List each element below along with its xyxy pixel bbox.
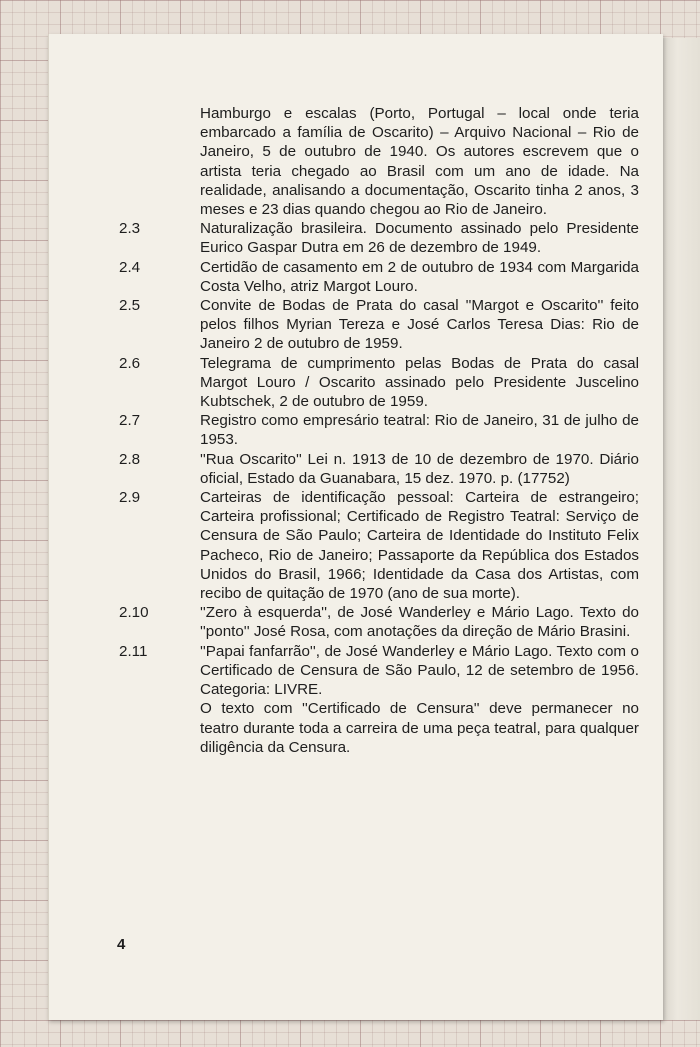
list-item	[119, 219, 639, 257]
entry-number: 2.8	[119, 450, 141, 468]
document-body	[119, 104, 639, 757]
list-item	[119, 296, 639, 354]
intro-paragraph	[119, 104, 639, 219]
entry-number: 2.10	[119, 604, 149, 622]
booklet-spine-edge	[662, 38, 700, 1020]
entry-text: Telegrama de cumprimento pelas Bodas de Prata do casal Margot Louro / Oscarito assinado pelo Presidente Juscelino Kubtschek, 2 de outubro de 1959.	[200, 354, 639, 411]
entry-text: Hamburgo e escalas (Porto, Portugal – local onde teria embarcado a família de Oscarito) – Arquivo Nacional – Rio de Janeiro, 5 de outubro de 1940. Os autores escrevem que o artista teria chegado ao Brasil com um ano de idade. Na realidade, analisando a documentação, Oscarito tinha 2 anos, 3 meses e 23 dias quando chegou ao Rio de Janeiro.	[200, 105, 639, 219]
list-item	[119, 642, 639, 757]
entry-text: ''Papai fanfarrão'', de José Wanderley e Mário Lago. Texto com o Certificado de Censura de São Paulo, 12 de setembro de 1956. Categoria: LIVRE. O texto com ''Certificado de Censura'' deve permanecer no teatro durante toda a carreira de uma peça teatral, para qualquer diligência da Censura.	[200, 642, 639, 756]
entry-number: 2.6	[119, 354, 141, 372]
entry-text: Naturalização brasileira. Documento assinado pelo Presidente Eurico Gaspar Dutra em 26 de dezembro de 1949.	[200, 220, 639, 257]
entry-text: ''Zero à esquerda'', de José Wanderley e Mário Lago. Texto do ''ponto'' José Rosa, com anotações da direção de Mário Brasini.	[200, 604, 639, 641]
entry-text: Registro como empresário teatral: Rio de Janeiro, 31 de julho de 1953.	[200, 412, 639, 449]
entry-number: 2.7	[119, 412, 141, 430]
list-item	[119, 603, 639, 641]
list-item	[119, 411, 639, 449]
entry-number: 2.9	[119, 489, 141, 507]
page-number: 4	[117, 936, 126, 953]
document-page	[48, 34, 663, 1020]
list-item	[119, 258, 639, 296]
entry-text: Carteiras de identificação pessoal: Carteira de estrangeiro; Carteira profissional; Certificado de Registro Teatral: Serviço de Censura de São Paulo; Carteira de Identidade do Instituto Felix Pacheco, Rio de Janeiro; Passaporte da República dos Estados Unidos do Brasil, 1966; Identidade da Casa dos Artistas, com recibo de quitação de 1970 (ano de sua morte).	[200, 489, 639, 603]
entry-text: Certidão de casamento em 2 de outubro de 1934 com Margarida Costa Velho, atriz Margot Louro.	[200, 258, 639, 295]
list-item	[119, 488, 639, 603]
entry-text: Convite de Bodas de Prata do casal ''Margot e Oscarito'' feito pelos filhos Myrian Tereza e José Carlos Teresa Dias: Rio de Janeiro 2 de outubro de 1959.	[200, 297, 639, 353]
entry-number: 2.11	[119, 642, 148, 660]
entry-number: 2.4	[119, 258, 141, 276]
entry-text: ''Rua Oscarito'' Lei n. 1913 de 10 de dezembro de 1970. Diário oficial, Estado da Guanabara, 15 dez. 1970. p. (17752)	[200, 450, 639, 487]
entry-number: 2.5	[119, 297, 141, 315]
list-item	[119, 450, 639, 488]
list-item	[119, 354, 639, 412]
entry-number-blank	[119, 104, 200, 219]
entry-number: 2.3	[119, 220, 141, 238]
